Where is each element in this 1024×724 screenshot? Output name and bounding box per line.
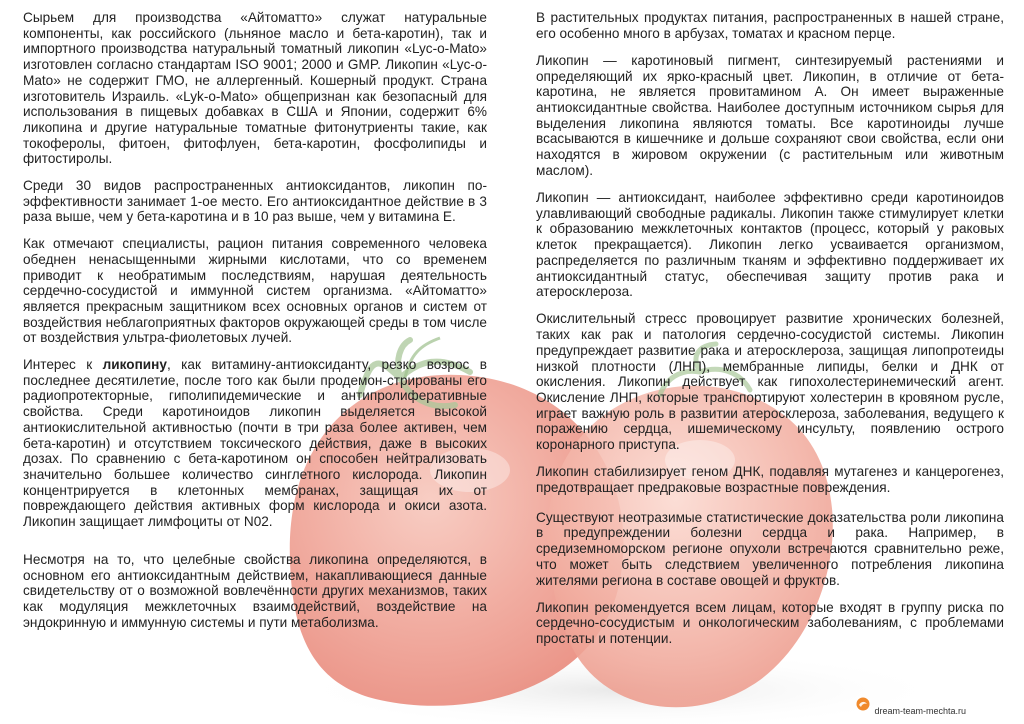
paragraph-mechanisms: Несмотря на то, что целебные свойства ликопина определяются, в основном его антиоксидантным действием, накапливающиеся данные свидетельству от о возможной вовлечённости других механизмов, таких как модуляция межклеточных взаимодействий, воздействие на эндокринную и иммунную системы и пути метаболизма. [23, 551, 487, 630]
footer-brand [856, 692, 966, 716]
right-text-column [536, 10, 1004, 658]
paragraph-pigment: Ликопин — каротиновый пигмент, синтезируемый растениями и определяющий их ярко-красный цвет. Ликопин, в отличие от бета-каротина, не является провитамином А. Он имеет выраженные антиоксидантные свойства. Наиболее доступным источником сырья для выделения ликопина являются томаты. Все каротиноиды лучше всасываются в кишечнике и дольше сохраняют свои свойства, если они находятся в жировом окружении (с растительным или животным маслом). [536, 52, 1004, 178]
paragraph-raw-materials: Сырьем для производства «Айтоматто» служат натуральные компоненты, как российского (льняное масло и бета-каротин), так и импортного производства натуральный томатный ликопин «Lyc-o-Mato» изготовлен согласно стандартам ISO 9001; 2000 и GMP. Ликопин «Lyc-o-Mato» не содержит ГМО, не аллергенный. Кошерный продукт. Страна изготовитель Израиль. «Lyk-o-Mato» общепризнан как безопасный для использования в пищевых добавках в США и Японии, содержит 6% ликопина и другие натуральные томатные фитонутриенты такие, как токоферолы, фитоен, фитофлуен, бета-каротин, фосфолипиды и фитостиролы. [23, 10, 487, 167]
paragraph-recommendation: Ликопин рекомендуется всем лицам, которые входят в группу риска по сердечно-сосудистым и онкологическим заболеваниям, с проблемами простаты и потенции. [536, 599, 1004, 647]
paragraph-lycopine-interest-rest: , как витамину-антиоксиданту, резко возрос в последнее десятилетие, после того как были продемон-стрированы его радиопротекторные, гиполипидемические и антипролиферативные свойства. Среди каротиноидов ликопин выделяется высокой антиокислительной активностью (почти в три раза более активен, чем бета-каротин) и отсутствием токсического действия, даже в высоких дозах. По сравнению с бета-каротином он способен нейтрализовать значительно большее количество синглетного кислорода. Ликопин концентрируется в клетонных мембранах, защищая их от повреждающего действия активных форм кислорода и окиси азота. Ликопин защищает лимфоциты от N02. [23, 357, 487, 530]
paragraph-lycopine-interest-start: Интерес к [23, 357, 103, 373]
paragraph-statistics: Существуют неотразимые статистические доказательства роли ликопина в предупреждении болезни сердца и рака. Например, в средиземноморском регионе опухоли встречаются сравнительно реже, что может быть следствием увеличенного потребления ликопина жителями региона в составе овощей и фруктов. [536, 509, 1004, 588]
orange-swirl-logo-icon [856, 697, 870, 711]
paragraph-radicals: Ликопин — антиоксидант, наиболее эффективно среди каротиноидов улавливающий свободные радикалы. Ликопин также стимулирует клетки к образованию межклеточных контактов (процесс, который у раковых клеток прекращается). Ликопин легко усваивается организмом, распределяется по различным тканям и эффективно поддерживает их антиоксидантный статус, обеспечивая защиту против рака и атеросклероза. [536, 190, 1004, 300]
paragraph-lycopine-interest [23, 357, 487, 530]
paragraph-antioxidant-rank: Среди 30 видов распространенных антиоксидантов, ликопин по-эффективности занимает 1-ое место. Его антиоксидантное действие в 3 раза выше, чем у бета-каротина и в 10 раз выше, чем у витамина Е. [23, 178, 487, 225]
paragraph-sources: В растительных продуктах питания, распространенных в нашей стране, его особенно много в арбузах, томатах и красном перце. [536, 10, 1004, 41]
paragraph-dna: Ликопин стабилизирует геном ДНК, подавляя мутагенез и канцерогенез, предотвращает предраковые возрастные повреждения. [536, 464, 1004, 495]
paragraph-oxidative-stress: Окислительный стресс провоцирует развитие хронических болезней, таких как рак и патология сердечно-сосудистой системы. Ликопин предупреждает развитие рака и атеросклероза, защищая липопротеиды низкой плотности (ЛНП), мембранные липиды, белки и ДНК от окисления. Ликопин действует как гипохолестеринемический агент. Окисление ЛНП, которые транспортируют холестерин в кровяном русле, играет важную роль в развитии атеросклероза, заболевания, ведущего к поражению сердца, ишемическому инсульту, появлению острого коронарного приступа. [536, 311, 1004, 453]
paragraph-diet: Как отмечают специалисты, рацион питания современного человека обеднен ненасыщенными жирными кислотами, что со временем приводит к необратимым последствиям, нарушая деятельность сердечно-сосудистой и иммунной систем организма. «Айтоматто» является прекрасным защитником всех основных органов и систем от воздействия неблагоприятных факторов окружающей среды в том числе от воздействия ультра-фиолетовых лучей. [23, 236, 487, 346]
footer-site-url[interactable]: dream-team-mechta.ru [874, 706, 966, 716]
left-text-column [23, 10, 487, 642]
lycopine-bold-word: ликопину [102, 357, 167, 373]
